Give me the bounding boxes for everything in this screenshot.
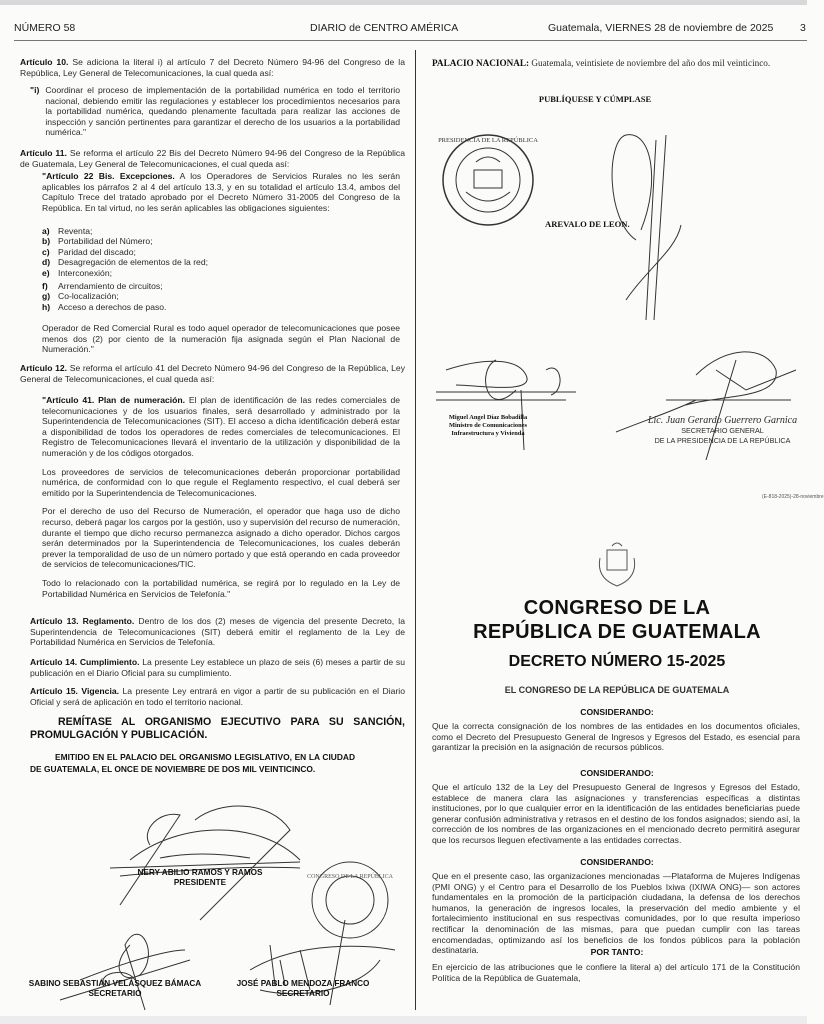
- list-item-letter: h): [42, 301, 51, 312]
- presidency-seal-text: PRESIDENCIA DE LA REPÚBLICA: [438, 137, 538, 144]
- list-item-text: Interconexión;: [58, 267, 112, 278]
- president-signature: [110, 806, 300, 920]
- list-item-text: Co-localización;: [58, 291, 119, 302]
- bottom-edge: [0, 1016, 807, 1024]
- considerando-1-text: Que la correcta consignación de los nombres de las entidades en los documentos oficiales, como el Decreto del Presupuesto General de Ingresos y Egresos del Estado, es esencial para garantizar la precisión en la asignación de recursos públicos.: [432, 721, 800, 753]
- list-item-text: Acceso a derechos de paso.: [58, 301, 167, 312]
- article-10: Artículo 10. Se adiciona la literal i) al artículo 7 del Decreto Número 94-96 del Congreso de la República, Ley General de Telecomunicaciones, la cual queda así:: [20, 57, 405, 78]
- article-10-quote: "i) Coordinar el proceso de implementación de la portabilidad numérica en todo el territorio nacional, debiendo emitir las regulaciones y establecer los procedimientos necesarios para la portabilidad numérica, quedando plenamente facultada para realizar las acciones de inspección y sanción pertinentes para garantizar el derecho de los usuarios a la portabilidad numérica.": [30, 85, 400, 138]
- issue-date: Guatemala, VIERNES 28 de noviembre de 2025: [548, 22, 774, 34]
- newspaper-name: DIARIO de CENTRO AMÉRICA: [310, 22, 459, 34]
- el-congreso-heading: EL CONGRESO DE LA REPÚBLICA DE GUATEMALA: [504, 685, 730, 695]
- secretary1-signer: SABINO SEBASTIÁN VELÁSQUEZ BÁMACA SECRETARIO: [28, 979, 202, 998]
- article-14: Artículo 14. Cumplimiento. La presente Ley establece un plazo de seis (6) meses a partir de su publicación en el Diario Oficial para su cumplimiento.: [30, 657, 405, 678]
- list-item-text: Portabilidad del Número;: [58, 236, 153, 247]
- secretary2-signer: JOSÉ PABLO MENDOZA FRANCO SECRETARIO: [236, 979, 370, 998]
- page-number: 3: [800, 22, 806, 34]
- publication-reference: (E-818-2025)-28-noviembre: [762, 494, 824, 500]
- article-13: Artículo 13. Reglamento. Dentro de los dos (2) meses de vigencia del presente Decreto, la Superintendencia de Telecomunicaciones (SIT) deberá emitir el reglamento de la Ley de Portabilidad Numérica en Servicios de Telefonía.: [30, 616, 405, 648]
- list-item-letter: e): [42, 267, 50, 278]
- president-name: AREVALO DE LEON.: [545, 219, 630, 229]
- list-item-text: Desagregación de elementos de la red;: [58, 257, 209, 268]
- secretary-general-signer: Lic. Juan Gerardo Guerrero Garnica SECRETARIO GENERAL DE LA PRESIDENCIA DE LA REPÚBLICA: [647, 415, 798, 445]
- por-tanto-text: En ejercicio de las atribuciones que le confiere la literal a) del artículo 171 de la Constitución Política de la República de Guatemala,: [432, 962, 800, 983]
- por-tanto-heading: POR TANTO:: [590, 947, 644, 957]
- coat-of-arms-icon: [466, 157, 510, 201]
- list-item-letter: d): [42, 257, 51, 268]
- considerando-heading-2: CONSIDERANDO:: [580, 768, 654, 778]
- list-item-letter: f): [42, 281, 48, 292]
- list-item-letter: a): [42, 226, 50, 236]
- list-item-text: Paridad del discado;: [58, 246, 136, 257]
- considerando-2-text: Que el artículo 132 de la Ley del Presupuesto General de Ingresos y Egresos del Estado, establece de manera clara las asignaciones y transferencias específicas a distintas instituciones, por lo que cualquier error en la identificación de las entidades beneficiarias puede generar confusión administrativa y retrasos en el destino de los fondos asignados; siendo así, la corrección de los nombres de las organizaciones en el mencionado decreto permitirá asegurar que los recursos lleguen efectivamente a las entidades correctas.: [432, 782, 800, 845]
- remitase-text: REMÍTASE AL ORGANISMO EJECUTIVO PARA SU SANCIÓN, PROMULGACIÓN Y PUBLICACIÓN.: [30, 716, 405, 741]
- publiquese-text: PUBLÍQUESE Y CÚMPLASE: [538, 94, 652, 104]
- considerando-3-text: Que en el presente caso, las organizaciones mencionadas —Plataforma de Mujeres Indígenas (PMI ONG) y el Centro para el Desarrollo de los Pueblos Ixiwa (IXIWA ONG)— son actores fundamentales en la promoción de la participación ciudadana, la defensa de los derechos humanos, la generación de ingresos locales, la preservación del medio ambiente y el fortalecimiento institucional en sus respectivas comunidades, por lo que resulta imperioso rectificar la denominación de las mismas, para que puedan cumplir con las tareas encomendadas, optimizando así los beneficios de los fondos públicos para la población destinataria.: [432, 871, 800, 956]
- article-41-p3: Por el derecho de uso del Recurso de Numeración, el operador que haga uso de dicho recurso, deberá pagar los cargos por la gestión, uso y supervisión del recurso de numeración, durante el tiempo que dicho recurso permanezca asignado a dicho operador. Dichos cargos serán determinados por la Superintendencia de Telecomunicaciones, los cuales deberán prever la temporalidad de uso de un número portado y que está operando en cada proveedor de servicios de telecomunicaciones/TIC.: [42, 506, 400, 570]
- list-item-text: Arrendamiento de circuitos;: [58, 281, 163, 292]
- list-item-letter: g): [42, 291, 51, 302]
- article-41-p2: Los proveedores de servicios de telecomunicaciones deberán proporcionar portabilidad numérica, de conformidad con lo que regule el Reglamento respectivo, el cual deberá ser emitido por la Superintendencia de Telecomunicaciones.: [42, 466, 400, 498]
- article-15: Artículo 15. Vigencia. La presente Ley entrará en vigor a partir de su publicación en el Diario Oficial y será de aplicación en todo el territorio nacional.: [30, 686, 405, 707]
- list-item-letter: b): [42, 236, 51, 247]
- article-41-p4: Todo lo relacionado con la portabilidad numérica, se regirá por lo regulado en la Ley de Portabilidad Numérica en Servicios de Telefonía.": [42, 577, 400, 599]
- list-item-text: Reventa;: [58, 226, 93, 236]
- palacio-nacional: PALACIO NACIONAL: Guatemala, veintisiete de noviembre del año dos mil veinticinco.: [432, 58, 771, 68]
- considerando-heading-3: CONSIDERANDO:: [580, 857, 654, 867]
- article-22-bis: "Artículo 22 Bis. Excepciones. A los Operadores de Servicios Rurales no les serán aplicables los párrafos 2 al 4 del artículo 13.3, y en su totalidad el artículo 13.4, ambos del Capítulo Trece del tratado aprobado por el Decreto Número 31-2005 del Congreso de la República. En tal virtud, no les serán aplicables las obligaciones siguientes:: [42, 171, 400, 213]
- coat-of-arms-icon: [592, 538, 642, 588]
- congress-title: CONGRESO DE LA REPÚBLICA DE GUATEMALA: [473, 597, 761, 643]
- article-41-p1: "Artículo 41. Plan de numeración. El plan de identificación de las redes comerciales de telecomunicaciones y de los usuarios finales, será desarrollado y administrado por la Superintendencia de Telecomunicaciones (SIT). El acceso a dicha identificación deberá estar a disponibilidad de todos los operadores de redes comerciales de telecomunicaciones. El Registro de Telecomunicaciones llevará el inventario de la utilización y disponibilidad de la numeración y de los códigos otorgados.: [42, 395, 400, 458]
- article-11: Artículo 11. Se reforma el artículo 22 Bis del Decreto Número 94-96 del Congreso de la República de Guatemala, Ley General de Telecomunicaciones, el cual queda así:: [20, 148, 406, 169]
- emitido-text: EMITIDO EN EL PALACIO DEL ORGANISMO LEGISLATIVO, EN LA CIUDAD DE GUATEMALA, EL ONCE DE NOVIEMBRE DE DOS MIL VEINTICINCO.: [30, 752, 355, 774]
- congress-seal-text: CONGRESO DE LA REPÚBLICA: [307, 874, 393, 880]
- minister-signer: Miguel Angel Díaz Bobadilla Ministro de Comunicaciones Infraestructura y Vivienda: [448, 414, 528, 437]
- operador-paragraph: Operador de Red Comercial Rural es todo aquel operador de telecomunicaciones que posee menos dos (2) por ciento de la numeración fija asignada según el Plan Nacional de Numeración.": [42, 323, 400, 355]
- issue-number: NÚMERO 58: [14, 22, 76, 34]
- list-item-letter: c): [42, 246, 50, 257]
- considerando-heading-1: CONSIDERANDO:: [580, 707, 654, 717]
- decree-number: DECRETO NÚMERO 15-2025: [508, 653, 726, 670]
- article-12: Artículo 12. Se reforma el artículo 41 del Decreto Número 94-96 del Congreso de la República, Ley General de Telecomunicaciones, el cual queda así:: [20, 363, 405, 384]
- president-signer: NERY ABILIO RAMOS Y RAMOS PRESIDENTE: [137, 868, 263, 887]
